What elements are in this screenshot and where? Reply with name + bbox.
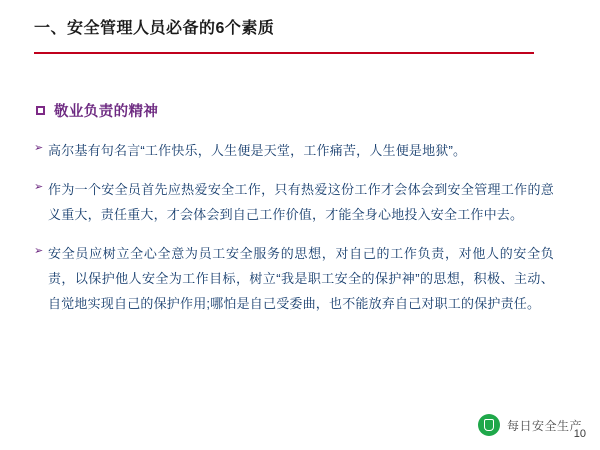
list-item-text: 高尔基有句名言“工作快乐，人生便是天堂，工作痛苦，人生便是地狱”。 [48,143,467,158]
page-title [34,18,570,40]
brand-watermark [478,414,582,436]
section-subheading [36,100,158,121]
list-item-text: 作为一个安全员首先应热爱安全工作，只有热爱这份工作才会体会到安全管理工作的意义重大，责任重大，才会体会到自己工作价值，才能全身心地投入安全工作中去。 [48,182,554,222]
arrow-bullet-icon: ➢ [34,142,44,154]
arrow-bullet-icon: ➢ [34,181,44,193]
brand-name-text: 每日安全生产 [506,418,582,433]
page-title-text: 一、安全管理人员必备的6个素质 [34,20,275,37]
list-item [34,177,554,227]
shield-icon [478,414,500,436]
arrow-bullet-icon: ➢ [34,245,44,257]
list-item [34,241,554,316]
page-number: 10 [573,428,586,440]
title-divider [34,52,534,54]
list-item-text: 安全员应树立全心全意为员工安全服务的思想，对自己的工作负责，对他人的安全负责，以保护他人安全为工作目标，树立“我是职工安全的保护神”的思想，积极、主动、自觉地实现自己的保护作用;哪怕是自己受委曲，也不能放弃自己对职工的保护责任。 [48,246,554,311]
section-subheading-text: 敬业负责的精神 [54,104,159,120]
square-bullet-icon [36,106,45,115]
list-item [34,138,554,163]
bullet-list [34,138,554,330]
